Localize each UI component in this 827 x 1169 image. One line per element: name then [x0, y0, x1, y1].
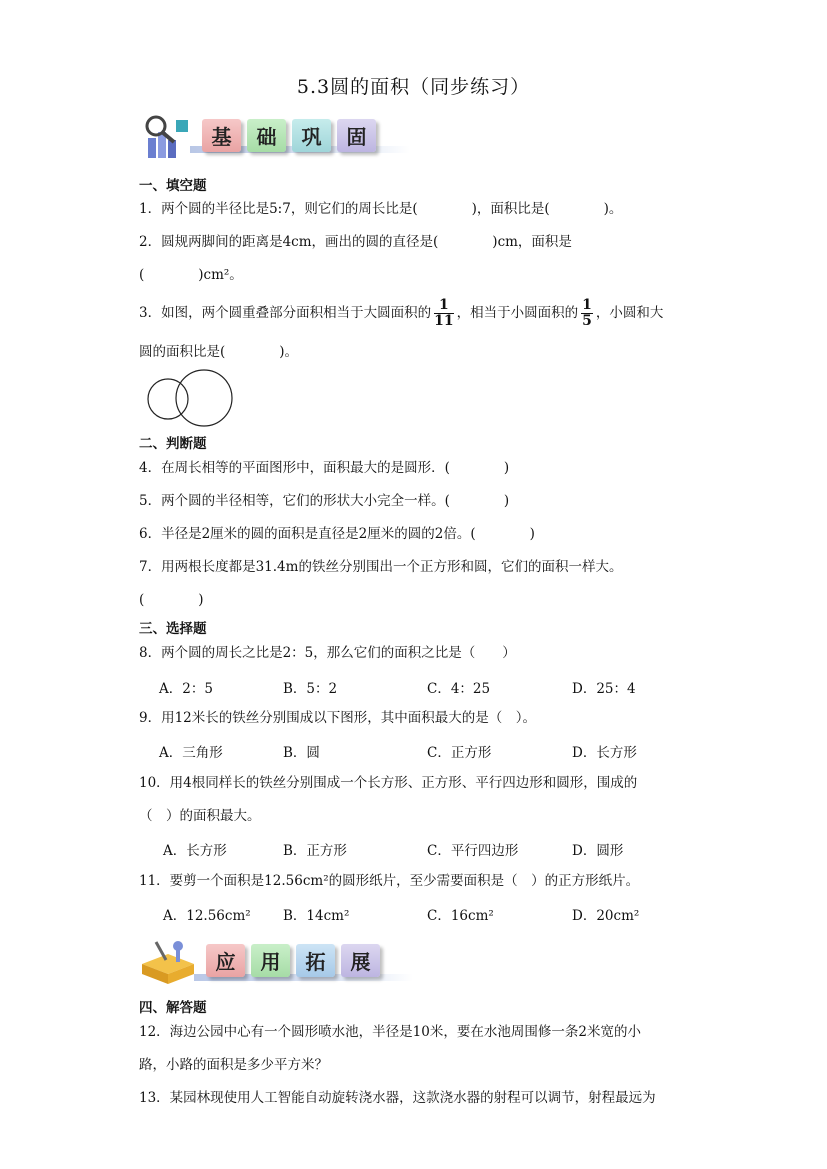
option-b: B．圆 — [283, 745, 320, 761]
option-d: D．长方形 — [572, 745, 637, 761]
option-d: D．圆形 — [572, 843, 624, 859]
banner-char: 巩 — [292, 119, 331, 152]
banner-char: 应 — [206, 944, 245, 977]
section-solve: 四、解答题 — [139, 1000, 207, 1016]
option-c: C．正方形 — [427, 745, 492, 761]
section-fill-blank: 一、填空题 — [139, 178, 207, 194]
question-9: 9．用12米长的铁丝分别围成以下图形，其中面积最大的是（ ）。 — [139, 710, 537, 726]
option-c: C．平行四边形 — [427, 843, 519, 859]
banner-char: 固 — [337, 119, 376, 152]
banner-char: 基 — [202, 119, 241, 152]
banner-char: 用 — [251, 944, 290, 977]
option-b: B．14cm² — [283, 908, 350, 924]
question-2: 2．圆规两脚间的距离是4cm，画出的圆的直径是( )cm，面积是 — [139, 234, 572, 250]
banner-char: 础 — [247, 119, 286, 152]
question-7-cont: ( ) — [139, 592, 204, 608]
question-1: 1．两个圆的半径比是5:7，则它们的周长比是( )，面积比是( )。 — [139, 201, 623, 217]
question-10: 10．用4根同样长的铁丝分别围成一个长方形、正方形、平行四边形和圆形，围成的 — [139, 775, 638, 791]
toolbox-icon — [138, 938, 200, 986]
page-title: 5.3圆的面积（同步练习） — [296, 76, 531, 98]
question-5: 5．两个圆的半径相等，它们的形状大小完全一样。( ) — [139, 493, 510, 509]
question-3 — [139, 297, 663, 329]
section-choice: 三、选择题 — [139, 621, 207, 637]
option-c: C．4：25 — [427, 681, 491, 697]
question-2-cont: ( )cm²。 — [139, 267, 243, 283]
fraction-1-11: $\frac{1}{11}$ — [434, 297, 454, 329]
question-3-text: ，相当于小圆面积的 — [456, 305, 579, 321]
question-10-cont: （ ）的面积最大。 — [139, 808, 261, 824]
question-7: 7．用两根长度都是31.4m的铁丝分别围出一个正方形和圆，它们的面积一样大。 — [139, 559, 623, 575]
option-d: D．20cm² — [572, 908, 640, 924]
overlapping-circles-figure — [144, 368, 236, 428]
banner-char: 拓 — [296, 944, 335, 977]
option-a: A．长方形 — [163, 843, 227, 859]
option-d: D．25：4 — [572, 681, 636, 697]
question-11: 11．要剪一个面积是12.56cm²的圆形纸片，至少需要面积是（ ）的正方形纸片。 — [139, 873, 640, 889]
fraction-1-5: $\frac{1}{5}$ — [582, 297, 592, 329]
question-4: 4．在周长相等的平面图形中，面积最大的是圆形．( ) — [139, 460, 510, 476]
banner-char: 展 — [341, 944, 380, 977]
question-6: 6．半径是2厘米的圆的面积是直径是2厘米的圆的2倍。( ) — [139, 526, 535, 542]
section-judgement: 二、判断题 — [139, 436, 207, 452]
question-3-text: 3．如图，两个圆重叠部分面积相当于大圆面积的 — [139, 305, 432, 321]
question-8: 8．两个圆的周长之比是2：5，那么它们的面积之比是（ ） — [139, 645, 516, 661]
option-c: C．16cm² — [427, 908, 494, 924]
question-3-cont: 圆的面积比是( )。 — [139, 344, 299, 360]
option-b: B．正方形 — [283, 843, 347, 859]
option-a: A．2：5 — [159, 681, 213, 697]
magnifier-books-icon — [140, 112, 192, 160]
banner-application — [138, 938, 413, 986]
option-a: A．三角形 — [159, 745, 223, 761]
question-13: 13．某园林现使用人工智能自动旋转浇水器，这款浇水器的射程可以调节，射程最远为 — [139, 1090, 656, 1106]
option-a: A．12.56cm² — [163, 908, 251, 924]
option-b: B．5：2 — [283, 681, 338, 697]
banner-basic — [140, 112, 410, 160]
question-12-cont: 路，小路的面积是多少平方米？ — [139, 1057, 328, 1073]
question-3-text: ，小圆和大 — [595, 305, 664, 321]
question-12: 12．海边公园中心有一个圆形喷水池，半径是10米，要在水池周围修一条2米宽的小 — [139, 1024, 641, 1040]
